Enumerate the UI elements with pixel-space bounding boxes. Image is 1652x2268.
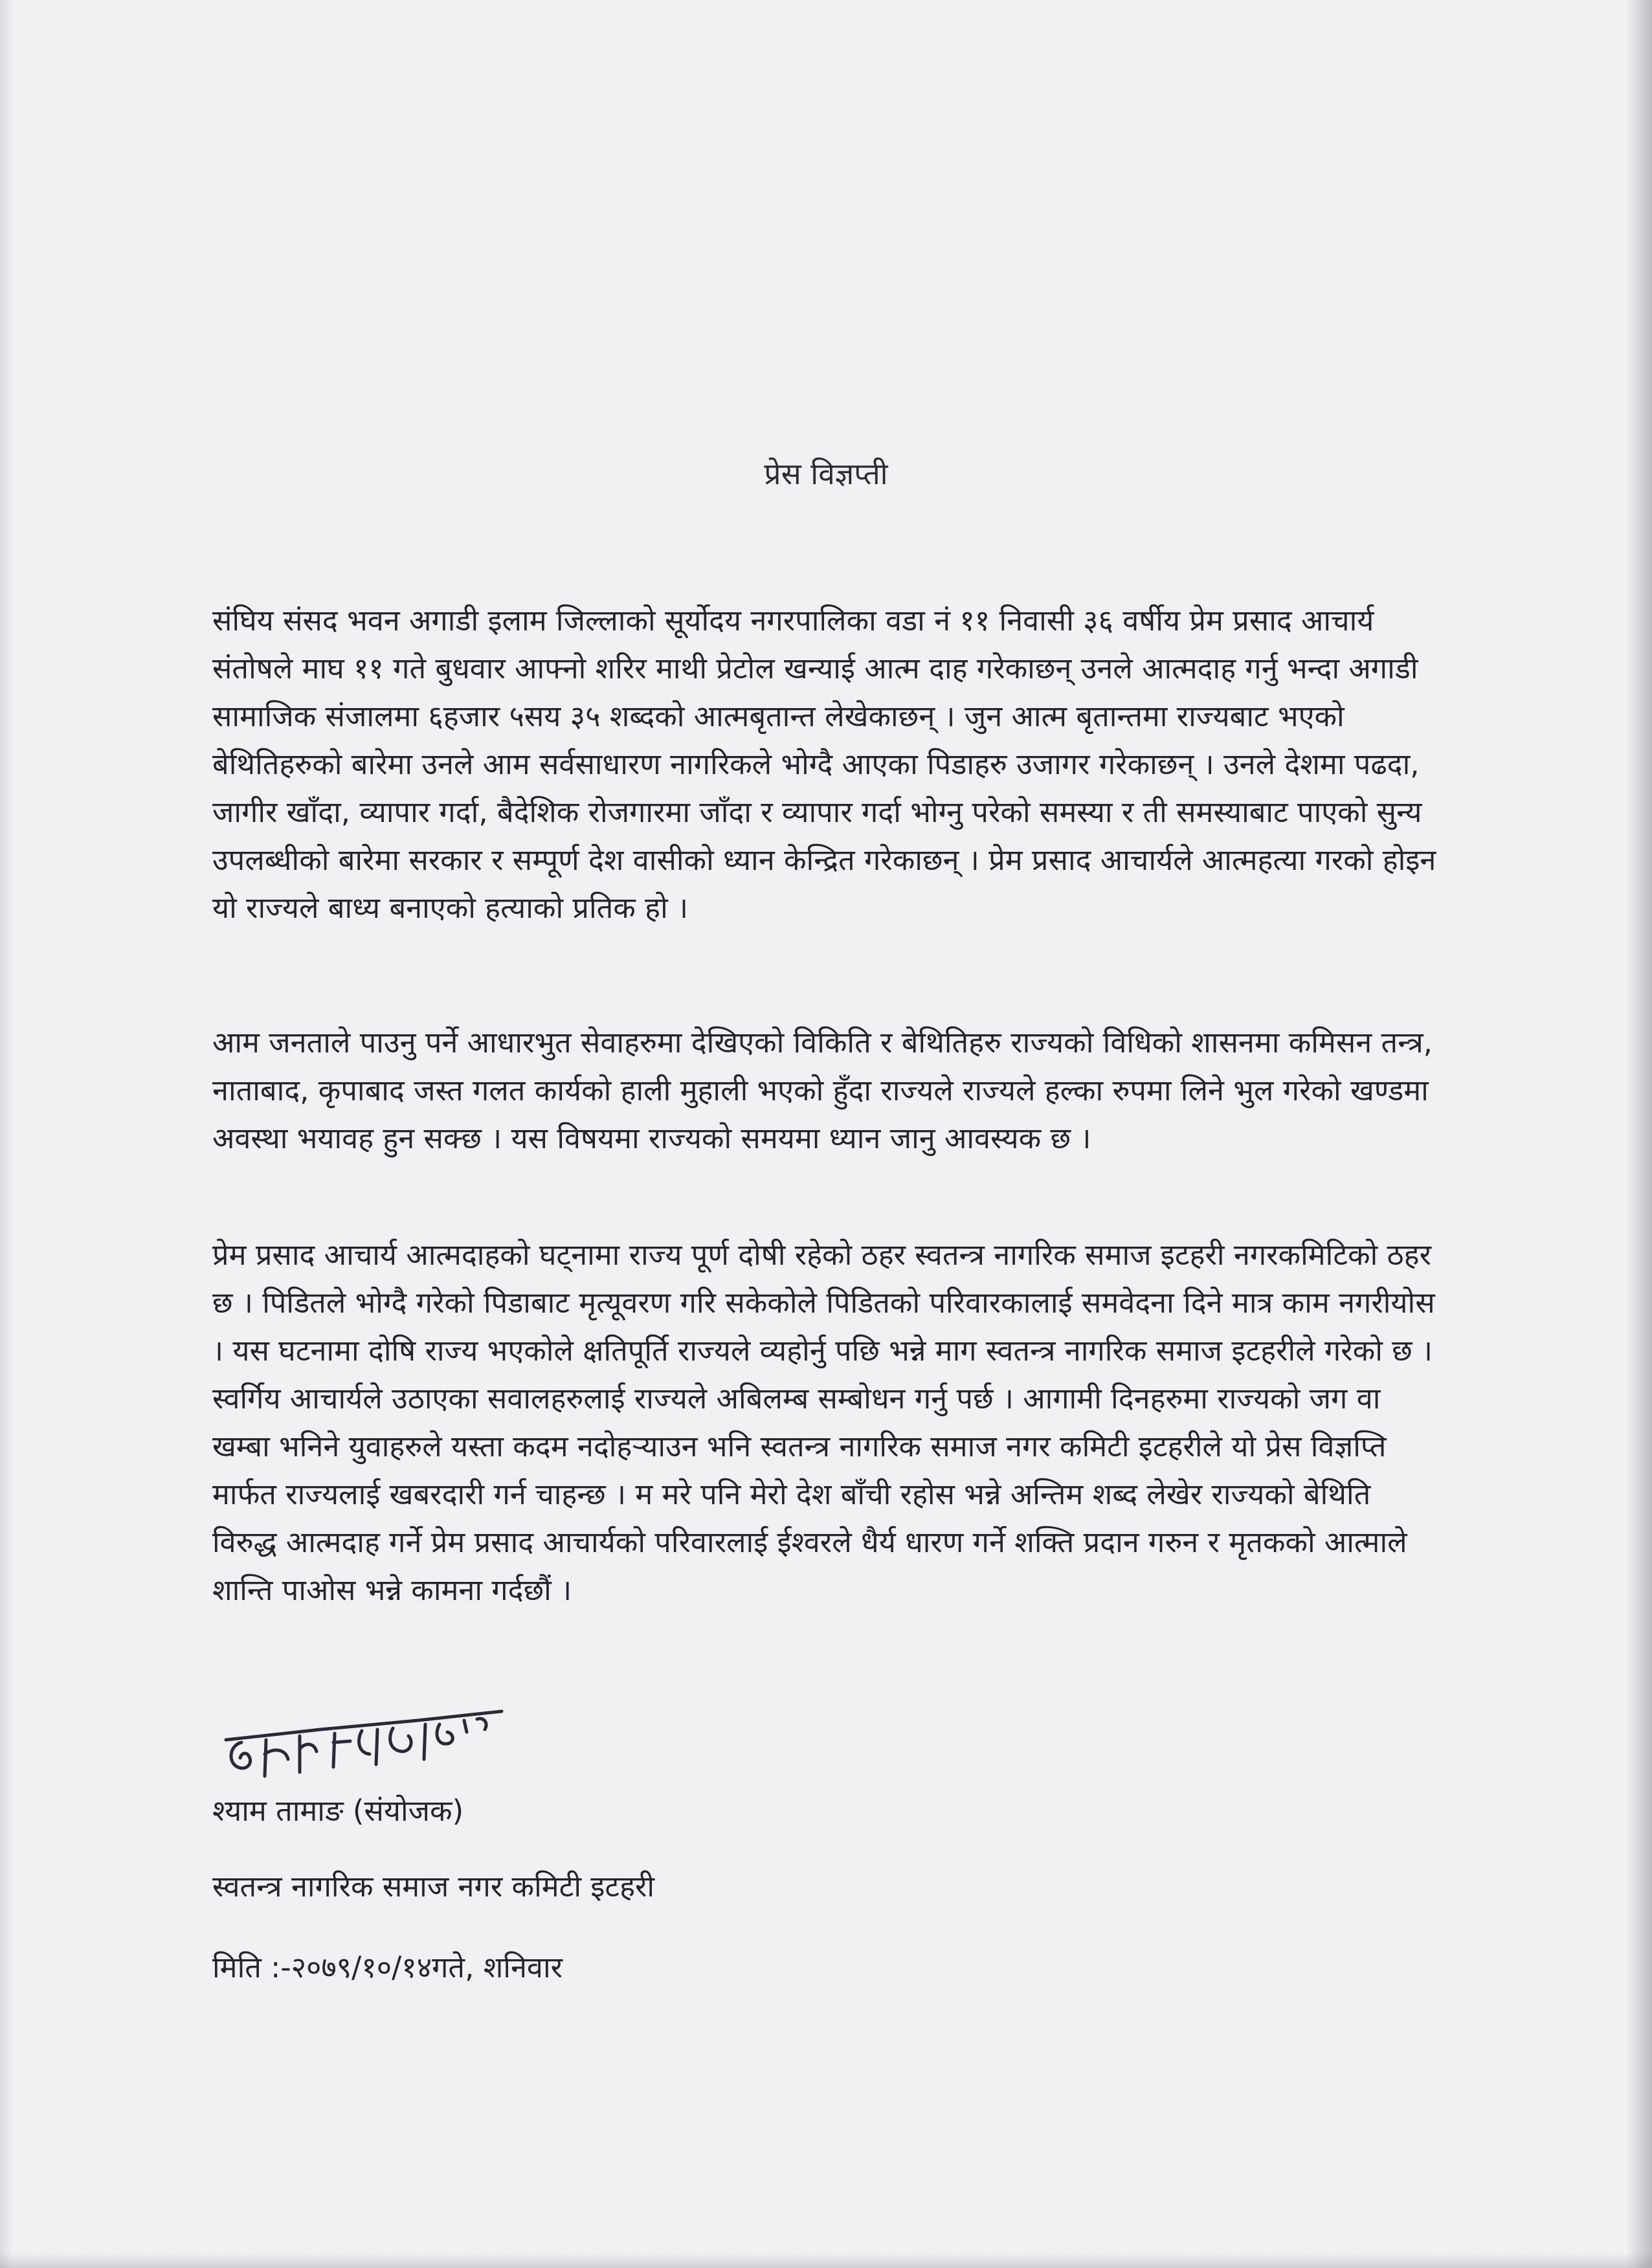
handwritten-signature [223,1702,508,1793]
paragraph-2: आम जनताले पाउनु पर्ने आधारभुत सेवाहरुमा देखिएको विकिति र बेथितिहरु राज्यको विधिको शासनमा कमिसन तन्त्र, नाताबाद, कृपाबाद जस्त गलत कार्यको हाली मुहाली भएको हुँदा राज्यले राज्यले हल्का रुपमा लिने भुल गरेको खण्डमा अवस्था भयावह हुन सक्छ । यस विषयमा राज्यको समयमा ध्यान जानु आवस्यक छ । [212,1025,1433,1155]
scan-edge-left [0,0,13,2268]
paragraph-3: प्रेम प्रसाद आचार्य आत्मदाहको घट्नामा राज्य पूर्ण दोषी रहेको ठहर स्वतन्त्र नागरिक समाज इटहरी नगरकमिटिको ठहर छ । पिडितले भोग्दै गरेको पिडाबाट मृत्यूवरण गरि सकेकोले पिडितको परिवारकालाई समवेदना दिने मात्र काम नगरीयोस । यस घटनामा दोषि राज्य भएकोले क्षतिपूर्ति राज्यले व्यहोर्नु पछि भन्ने माग स्वतन्त्र नागरिक समाज इटहरीले गरेको छ । स्वर्गिय आचार्यले उठाएका सवालहरुलाई राज्यले अबिलम्ब सम्बोधन गर्नु पर्छ । आगामी दिनहरुमा राज्यको जग वा खम्बा भनिने युवाहरुले यस्ता कदम नदोहऱ्याउन भनि स्वतन्त्र नागरिक समाज नगर कमिटी इटहरीले यो प्रेस विज्ञप्ति मार्फत राज्यलाई खबरदारी गर्न चाहन्छ । म मरे पनि मेरो देश बाँची रहोस भन्ने अन्तिम शब्द लेखेर राज्यको बेथिति विरुद्ध आत्मदाह गर्ने प्रेम प्रसाद आचार्यको परिवारलाई ईश्वरले धैर्य धारण गर्ने शक्ति प्रदान गरुन र मृतकको आत्माले शान्ति पाओस भन्ने कामना गर्दछौं । [212,1238,1435,1607]
document-date: मिति :-२०७९/१०/१४गते, शनिवार [212,1950,563,1984]
scan-edge-right [1626,0,1652,2268]
paragraph-1: संघिय संसद भवन अगाडी इलाम जिल्लाको सूर्योदय नगरपालिका वडा नं ११ निवासी ३६ वर्षीय प्रेम प्रसाद आचार्य संतोषले माघ ११ गते बुधवार आफ्नो शरिर माथी प्रेटोल खन्याई आत्म दाह गरेकाछन् उनले आत्मदाह गर्नु भन्दा अगाडी सामाजिक संजालमा ६हजार ५सय ३५ शब्दको आत्मबृतान्त लेखेकाछन् । जुन आत्म बृतान्तमा राज्यबाट भएको बेथितिहरुको बारेमा उनले आम सर्वसाधारण नागरिकले भोग्दै आएका पिडाहरु उजागर गरेकाछन् । उनले देशमा पढदा, जागीर खाँदा, व्यापार गर्दा, बैदेशिक रोजगारमा जाँदा र व्यापार गर्दा भोग्नु परेको समस्या र ती समस्याबाट पाएको सुन्य उपलब्धीको बारेमा सरकार र सम्पूर्ण देश वासीको ध्यान केन्द्रित गरेकाछन् । प्रेम प्रसाद आचार्यले आत्महत्या गरको होइन यो राज्यले बाध्य बनाएको हत्याको प्रतिक हो । [212,603,1436,925]
signer-name: श्याम तामाङ (संयोजक) [212,1794,464,1828]
organization-name: स्वतन्त्र नागरिक समाज नगर कमिटी इटहरी [212,1869,655,1904]
scan-edge-bottom [0,2252,1652,2268]
document-title: प्रेस विज्ञप्ती [764,456,888,491]
